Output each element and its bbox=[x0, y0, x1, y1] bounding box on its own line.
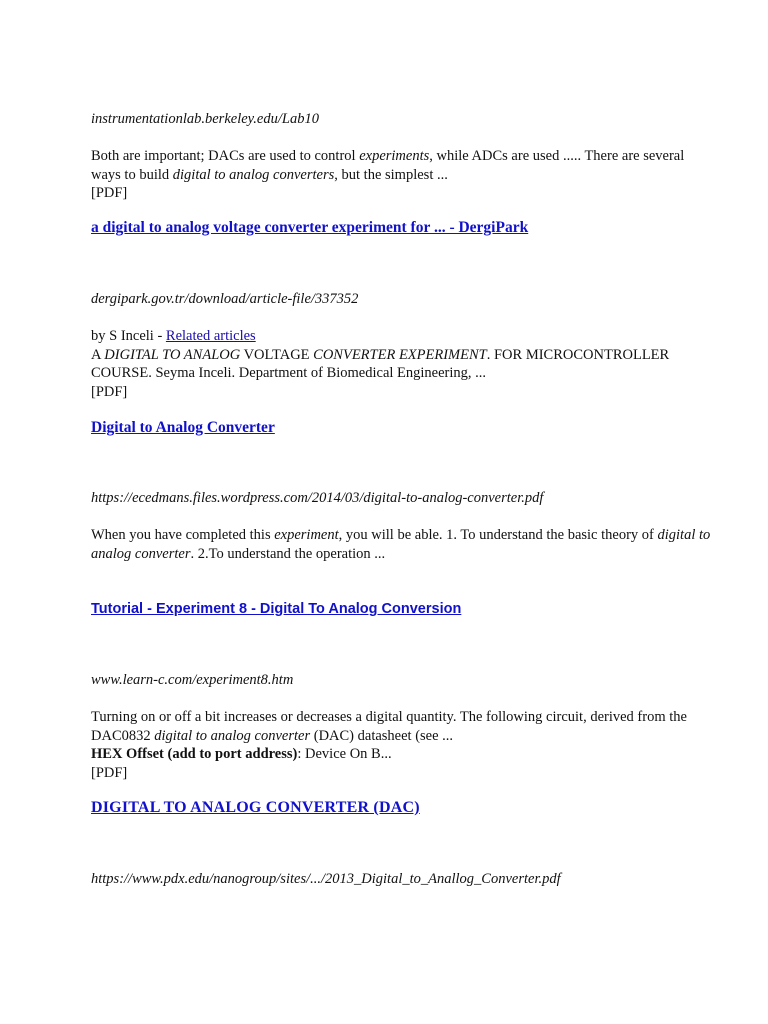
pdf-tag: [PDF] bbox=[91, 383, 128, 400]
result-byline: by S Inceli - bbox=[91, 328, 166, 344]
result-url: dergipark.gov.tr/download/article-file/337352 bbox=[91, 291, 359, 307]
result-url: https://ecedmans.files.wordpress.com/2014/03/digital-to-analog-converter.pdf bbox=[91, 490, 544, 506]
result-title[interactable] bbox=[91, 599, 711, 619]
result-title-link[interactable]: Digital to Analog Converter bbox=[91, 419, 275, 436]
result-url: https://www.pdx.edu/nanogroup/sites/.../2013_Digital_to_Anallog_Converter.pdf bbox=[91, 871, 561, 887]
result-title[interactable] bbox=[91, 418, 711, 438]
result-url: www.learn-c.com/experiment8.htm bbox=[91, 672, 294, 688]
result-title-link[interactable]: DIGITAL TO ANALOG CONVERTER (DAC) bbox=[91, 799, 420, 816]
result-snippet: Both are important; DACs are used to control experiments, while ADCs are used ..... There are several ways to build digital to analog converters, but the simplest ... [PDF] bbox=[91, 148, 685, 202]
result-snippet: When you have completed this experiment, you will be able. 1. To understand the basic theory of digital to analog converter. 2.To understand the operation ... bbox=[91, 527, 711, 562]
pdf-tag: [PDF] bbox=[91, 185, 128, 202]
result-title-link[interactable]: Tutorial - Experiment 8 - Digital To Analog Conversion bbox=[91, 601, 462, 617]
result-title[interactable] bbox=[91, 218, 711, 238]
pdf-tag: [PDF] bbox=[91, 764, 128, 781]
result-url: instrumentationlab.berkeley.edu/Lab10 bbox=[91, 111, 319, 127]
related-articles-link[interactable]: Related articles bbox=[165, 328, 256, 344]
result-title-link[interactable]: a digital to analog voltage converter experiment for ... - DergiPark bbox=[91, 219, 529, 236]
result-title[interactable] bbox=[91, 798, 711, 818]
result-snippet: by S Inceli - Related articles A DIGITAL TO ANALOG VOLTAGE CONVERTER EXPERIMENT. FOR MICROCONTROLLER COURSE. Seyma Inceli. Department of Biomedical Engineering, ... [PDF] bbox=[91, 328, 670, 400]
result-snippet: Turning on or off a bit increases or decreases a digital quantity. The following circuit, derived from the DAC0832 digital to analog converter (DAC) datasheet (see ... HEX Offset (add to port address): Device On B... [PDF] bbox=[91, 709, 687, 781]
